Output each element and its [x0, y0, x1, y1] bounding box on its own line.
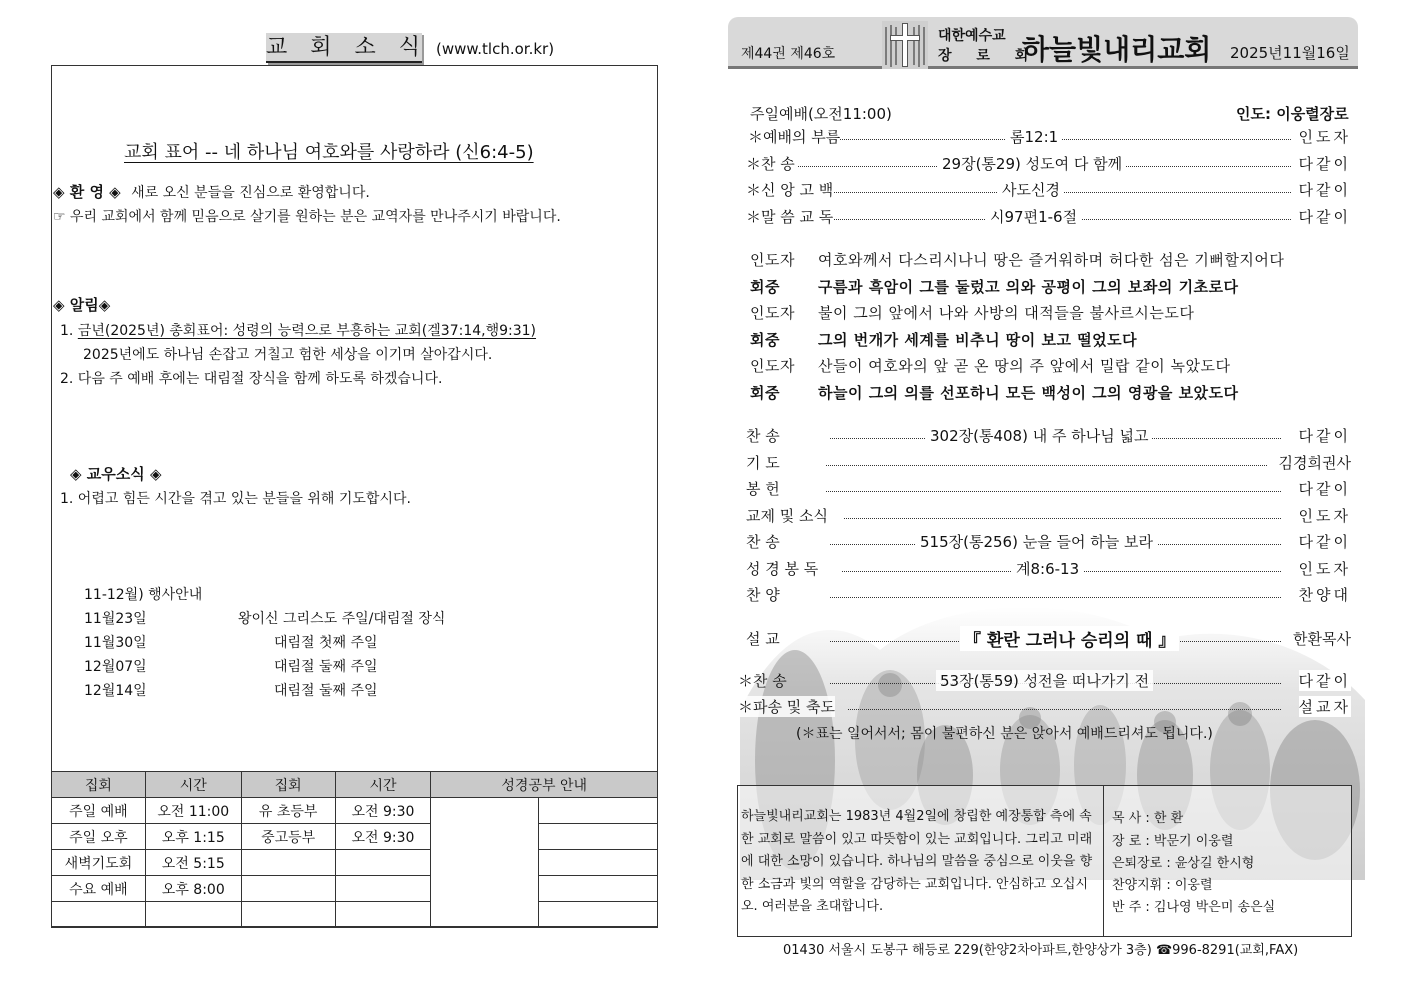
- table-cell: 오전 11:00: [145, 798, 241, 824]
- worship-order-item: [738, 670, 1351, 692]
- staff-line: 찬양지휘 : 이웅렬: [1112, 878, 1213, 893]
- table-cell: [335, 902, 431, 928]
- item-label: 기 도: [746, 454, 780, 472]
- item-performer: 다같이: [1298, 208, 1351, 226]
- member-news-item-1: 1. 어렵고 힘든 시간을 겪고 있는 분들을 위해 기도합시다.: [60, 491, 411, 507]
- responsive-line: [750, 355, 1230, 376]
- item-performer: 설교자: [1298, 698, 1351, 716]
- meeting-schedule-table: [51, 771, 658, 928]
- denomination-line-2: 장 로 회: [938, 48, 1039, 64]
- responsive-line: [750, 302, 1194, 323]
- item-performer: 다같이: [1298, 533, 1351, 551]
- reading-text: 산들이 여호와의 앞 곧 온 땅의 주 앞에서 밀랍 같이 녹았도다: [818, 357, 1231, 375]
- worship-order-item: [738, 505, 1351, 527]
- staff-line: 목 사 : 한 환: [1112, 811, 1184, 826]
- item-performer: 인도자: [1298, 128, 1351, 146]
- item-label: ＊찬 송: [746, 155, 795, 173]
- notice-item-1-motto: 금년(2025년) 총회표어: 성령의 능력으로 부흥하는 교회(겔37:14,행9:31): [77, 323, 537, 339]
- item-performer: 한환목사: [1293, 630, 1351, 648]
- item-label: 찬 송: [746, 427, 780, 445]
- church-url[interactable]: (www.tlch.or.kr): [436, 40, 555, 58]
- item-label: 교제 및 소식: [746, 507, 828, 525]
- table-cell: 수요 예배: [52, 876, 146, 902]
- item-label: ＊찬 송: [738, 672, 787, 690]
- notice-item-1-line-2: 2025년에도 하나님 손잡고 거칠고 험한 세상을 이기며 살아갑시다.: [83, 347, 493, 363]
- table-row: [52, 798, 658, 824]
- item-performer: 다같이: [1298, 672, 1351, 690]
- table-row: [52, 824, 658, 850]
- item-detail: 53장(통59) 성전을 떠나가기 전: [936, 670, 1153, 691]
- reader-role: 회중: [750, 331, 780, 349]
- reading-text: 불이 그의 앞에서 나와 사방의 대적들을 불사르시는도다: [818, 304, 1195, 322]
- study-cell: [539, 798, 658, 824]
- column-header: 집회: [241, 772, 335, 798]
- church-logo-icon: [882, 21, 928, 69]
- column-header: 시간: [335, 772, 431, 798]
- notice-item-1: [60, 320, 536, 340]
- item-performer: 인도자: [1298, 507, 1351, 525]
- service-leader: 인도: 이웅렬장로: [1236, 105, 1349, 123]
- staff-line: 은퇴장로 : 윤상길 한시형: [1112, 856, 1255, 871]
- item-detail: 계8:6-13: [1012, 558, 1083, 579]
- welcome-section: [53, 181, 370, 202]
- event-desc: 대림절 둘째 주일: [274, 659, 378, 675]
- staff-line: 반 주 : 김나영 박은미 송은실: [1112, 900, 1276, 915]
- item-label: ＊파송 및 축도: [738, 698, 835, 716]
- item-label: 성 경 봉 독: [746, 560, 819, 578]
- study-cell: [539, 876, 658, 902]
- item-performer: 다같이: [1298, 480, 1351, 498]
- event-date: 12월07일: [84, 659, 147, 675]
- reader-role: 회중: [750, 278, 780, 296]
- table-cell: 새벽기도회: [52, 850, 146, 876]
- column-header: 집회: [52, 772, 146, 798]
- table-header-row: [52, 772, 658, 798]
- worship-order-item: [738, 558, 1351, 580]
- table-cell: 주일 오후: [52, 824, 146, 850]
- table-cell: 유 초등부: [241, 798, 335, 824]
- worship-order-item: [738, 206, 1351, 228]
- item-performer: 김경희권사: [1278, 454, 1351, 472]
- event-desc: 대림절 첫째 주일: [274, 635, 378, 651]
- events-heading: 11-12월) 행사안내: [84, 587, 203, 603]
- item-label: ＊말 씀 교 독: [746, 208, 834, 226]
- sermon-item: [738, 626, 1351, 652]
- item-detail: 29장(통29) 성도여 다 함께: [938, 153, 1126, 174]
- reading-text: 하늘이 그의 의를 선포하니 모든 백성이 그의 영광을 보았도다: [818, 384, 1239, 402]
- item-label: 찬 양: [746, 586, 780, 604]
- worship-order-item: [738, 452, 1351, 474]
- item-label: 설 교: [746, 630, 780, 648]
- bulletin-date: 2025년11월16일: [1230, 44, 1350, 62]
- member-news-heading: ◈ 교우소식 ◈: [70, 465, 162, 483]
- welcome-text: 새로 오신 분들을 진심으로 환영합니다.: [131, 185, 370, 201]
- item-detail: 시97편1-6절: [986, 206, 1081, 227]
- table-row: [52, 876, 658, 902]
- column-header: 시간: [145, 772, 241, 798]
- study-cell: [539, 850, 658, 876]
- welcome-line-2: ☞ 우리 교회에서 함께 믿음으로 살기를 원하는 분은 교역자를 만나주시기 바랍니다.: [53, 209, 561, 225]
- event-date: 12월14일: [84, 683, 147, 699]
- item-performer: 다같이: [1298, 155, 1351, 173]
- worship-order-item: [738, 153, 1351, 175]
- responsive-line: [750, 249, 1284, 270]
- event-date: 11월30일: [84, 635, 147, 651]
- worship-order-item: [738, 696, 1351, 718]
- church-motto: 교회 표어 -- 네 하나님 여호와를 사랑하라 (신6:4-5): [124, 142, 534, 163]
- item-performer: 찬양대: [1298, 586, 1351, 604]
- sermon-title: 『 환란 그러나 승리의 때 』: [960, 626, 1179, 651]
- info-divider: [1103, 785, 1104, 937]
- table-cell: [52, 902, 146, 928]
- table-cell: [145, 902, 241, 928]
- reader-role: 인도자: [750, 251, 795, 269]
- worship-order-item: [738, 531, 1351, 553]
- item-label: ＊예배의 부름: [748, 128, 841, 146]
- event-desc: 왕이신 그리스도 주일/대림절 장식: [238, 611, 446, 627]
- notice-item-1-prefix: 1.: [60, 323, 78, 339]
- column-header: 성경공부 안내: [431, 772, 658, 798]
- reading-text: 여호와께서 다스리시나니 땅은 즐거워하며 허다한 섬은 기뻐할지어다: [818, 251, 1285, 269]
- table-cell: 주일 예배: [52, 798, 146, 824]
- table-cell: 오전 9:30: [335, 798, 431, 824]
- study-cell: [539, 902, 658, 928]
- notice-heading: ◈ 알림◈: [53, 296, 111, 314]
- table-cell: 오후 1:15: [145, 824, 241, 850]
- study-cell: [539, 824, 658, 850]
- section-title: 교 회 소 식: [266, 33, 422, 63]
- table-row: [52, 902, 658, 928]
- reading-text: 그의 번개가 세계를 비추니 땅이 보고 떨었도다: [818, 331, 1138, 349]
- denomination-line-1: 대한예수교: [938, 28, 1006, 44]
- table-cell: 중고등부: [241, 824, 335, 850]
- notice-item-2: 2. 다음 주 예배 후에는 대림절 장식을 함께 하도록 하겠습니다.: [60, 371, 443, 387]
- item-label: 찬 송: [746, 533, 780, 551]
- table-cell: [241, 850, 335, 876]
- item-performer: 인도자: [1298, 560, 1351, 578]
- church-introduction: 하늘빛내리교회는 1983년 4월2일에 창립한 예장통합 측에 속한 교회로 말씀이 있고 따뜻함이 있는 교회입니다. 그리고 미래에 대한 소망이 있습니다. 하나님의 말씀을 중심으로 이웃을 향한 소금과 빛의 역할을 감당하는 교회입니다. 안심하고 오십시오. 여러분을 초대합니다.: [741, 809, 1093, 915]
- event-desc: 대림절 둘째 주일: [274, 683, 378, 699]
- standing-note: (＊표는 일어서서; 몸이 불편하신 분은 앉아서 예배드리셔도 됩니다.): [796, 726, 1213, 742]
- table-cell: [241, 902, 335, 928]
- item-detail: 사도신경: [998, 179, 1064, 200]
- item-detail: 515장(통256) 눈을 들어 하늘 보라: [916, 531, 1157, 552]
- staff-line: 장 로 : 박문기 이웅렬: [1112, 834, 1234, 849]
- welcome-heading: ◈ 환 영 ◈: [53, 183, 121, 201]
- reader-role: 인도자: [750, 304, 795, 322]
- table-cell: 오전 5:15: [145, 850, 241, 876]
- worship-order-item: [738, 478, 1351, 500]
- volume-number: 제44권 제46호: [741, 46, 836, 62]
- table-cell: [241, 876, 335, 902]
- table-cell: 오전 9:30: [335, 824, 431, 850]
- responsive-line: [750, 329, 1137, 350]
- worship-order-item: [738, 179, 1351, 201]
- table-cell: 오후 8:00: [145, 876, 241, 902]
- worship-order-item: [738, 126, 1351, 148]
- worship-order-item: [738, 584, 1351, 606]
- table-cell: [335, 850, 431, 876]
- item-performer: 다같이: [1298, 181, 1351, 199]
- responsive-line: [750, 382, 1239, 403]
- church-address: 01430 서울시 도봉구 해등로 229(한양2차아파트,한양상가 3층) ☎996-8291(교회,FAX): [783, 943, 1299, 958]
- service-title: 주일예배(오전11:00): [750, 105, 892, 123]
- item-detail: 롬12:1: [1006, 126, 1062, 147]
- table-row: [52, 850, 658, 876]
- worship-order-item: [738, 425, 1351, 447]
- reading-text: 구름과 흑암이 그를 둘렀고 의와 공평이 그의 보좌의 기초로다: [818, 278, 1239, 296]
- item-performer: 다같이: [1298, 427, 1351, 445]
- item-detail: 302장(통408) 내 주 하나님 넓고: [926, 425, 1152, 446]
- church-name: 하늘빛내리교회: [1022, 33, 1212, 66]
- reader-role: 인도자: [750, 357, 795, 375]
- reader-role: 회중: [750, 384, 780, 402]
- responsive-line: [750, 276, 1239, 297]
- item-label: ＊신 앙 고 백: [746, 181, 834, 199]
- study-cell: [431, 798, 539, 928]
- table-cell: [335, 876, 431, 902]
- event-date: 11월23일: [84, 611, 147, 627]
- item-label: 봉 헌: [746, 480, 780, 498]
